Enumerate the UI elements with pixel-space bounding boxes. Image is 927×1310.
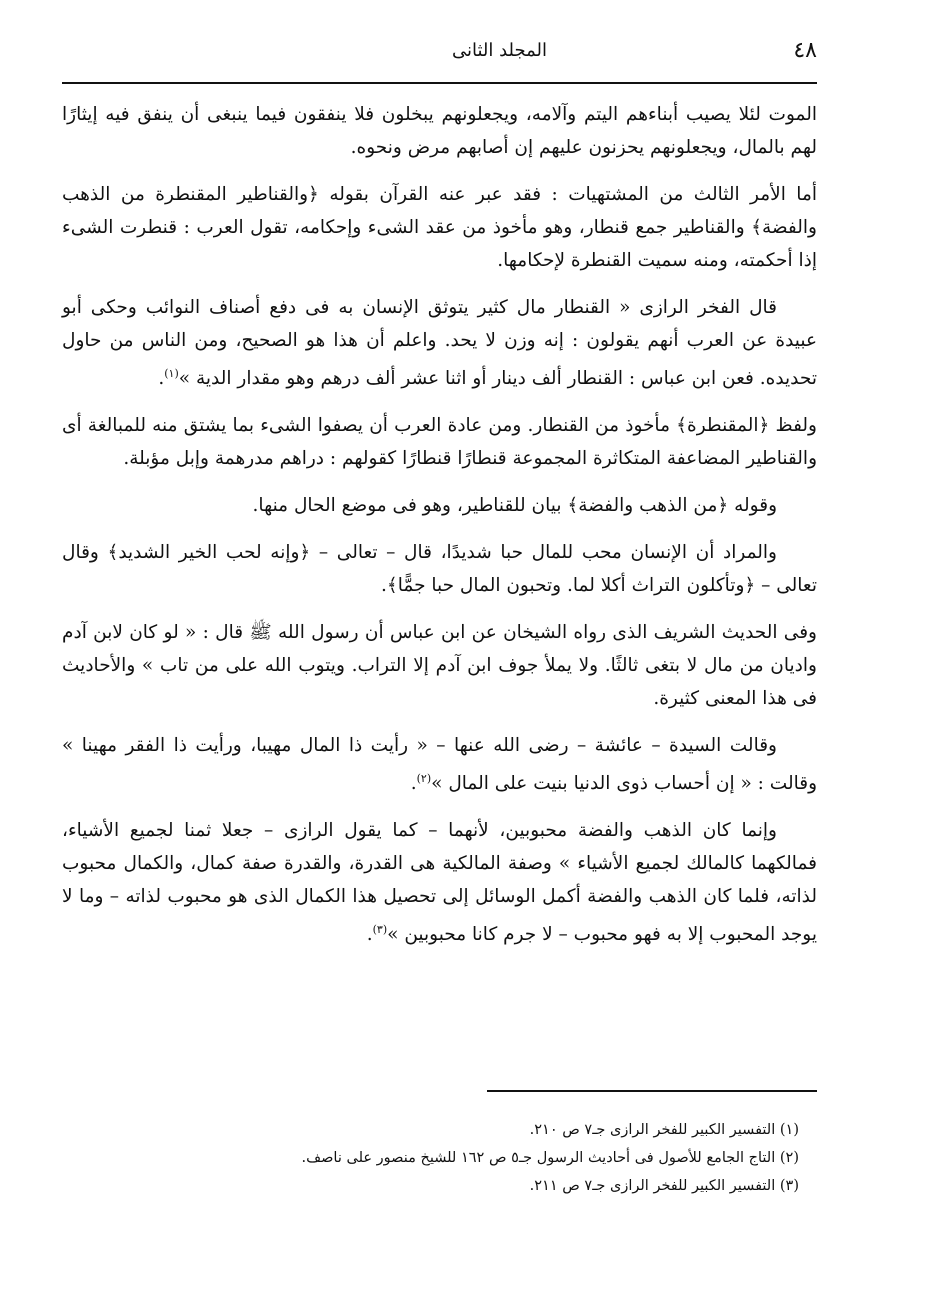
- paragraph-text: وقالت السيدة – عائشة – رضى الله عنها – « رأيت ذا المال مهيبا، ورأيت ذا الفقر مهينا » وقالت : « إن أحساب ذوى الدنيا بنيت على المال »: [62, 735, 817, 795]
- paragraph-text: وقوله ﴿من الذهب والفضة﴾ بيان للقناطير، وهو فى موضع الحال منها.: [252, 495, 777, 517]
- footnote-mark: (٢): [416, 772, 432, 786]
- paragraph-text: ولفظ ﴿المقنطرة﴾ مأخوذ من القنطار. ومن عادة العرب أن يصفوا الشىء بما يشتق منه للمبالغة أى والقناطير المضاعفة المتكاثرة المجموعة قنطارًا قنطارًا كقولهم : دراهم مدرهمة وإبل مؤبلة.: [62, 415, 817, 470]
- paragraph: قال الفخر الرازى « القنطار مال كثير يتوثق الإنسان به فى دفع أصناف النوائب وحكى أبو عبيدة عن العرب أنهم يقولون : إنه وزن لا يحد. واعلم أن هذا هو الصحيح، ومن الناس من حاول تحديده. فعن ابن عباس : القنطار ألف دينار أو اثنا عشر ألف درهم وهو مقدار الدية »$^{(١)}$.: [62, 297, 817, 390]
- footnotes: [62, 1116, 799, 1200]
- running-title: المجلد الثانى: [451, 40, 548, 61]
- footnote: (٢) التاج الجامع للأصول فى أحاديث الرسول جـ٥ ص ١٦٢ للشيخ منصور على ناصف.: [301, 1150, 799, 1166]
- paragraph-text: وإنما كان الذهب والفضة محبوبين، لأنهما – كما يقول الرازى – جعلا ثمنا لجميع الأشياء، فمالكهما كالمالك لجميع الأشياء » وصفة المالكية هى القدرة، والقدرة صفة كمال، والكمال محبوب لذاته، فلما كان الذهب والفضة أكمل الوسائل إلى تحصيل هذا الكمال الذى هو محبوب لذاته – وما لا يوجد المحبوب إلا به فهو محبوب – لا جرم كانا محبوبين »: [62, 820, 817, 946]
- paragraph: [62, 536, 817, 602]
- paragraph-text: أما الأمر الثالث من المشتهيات : فقد عبر عنه القرآن بقوله ﴿والقناطير المقنطرة من الذهب والفضة﴾ والقناطير جمع قنطار، وهو مأخوذ من عقد الشىء وإحكامه، تقول العرب : قنطرت الشىء إذا أحكمته، ومنه سميت القنطرة لإحكامها.: [62, 184, 817, 271]
- paragraph-text: وفى الحديث الشريف الذى رواه الشيخان عن ابن عباس أن رسول الله ﷺ قال : « لو كان لابن آدم واديان من مال لا بتغى ثالثًا. ولا يملأ جوف ابن آدم إلا التراب. ويتوب الله على من تاب » والأحاديث فى هذا المعنى كثيرة.: [62, 622, 817, 710]
- paragraph-text: قال الفخر الرازى « القنطار مال كثير يتوثق الإنسان به فى دفع أصناف النوائب وحكى أبو عبيدة عن العرب أنهم يقولون : إنه وزن لا يحد. واعلم أن هذا هو الصحيح، ومن الناس من حاول تحديده. فعن ابن عباس : القنطار ألف دينار أو اثنا عشر ألف درهم وهو مقدار الدية »: [62, 297, 817, 390]
- paragraph-text: والمراد أن الإنسان محب للمال حبا شديدًا، قال – تعالى – ﴿وإنه لحب الخير الشديد﴾ وقال تعالى – ﴿وتأكلون التراث أكلا لما. وتحبون المال حبا جمًّا﴾.: [62, 542, 817, 597]
- paragraph: وقالت السيدة – عائشة – رضى الله عنها – « رأيت ذا المال مهيبا، ورأيت ذا الفقر مهينا » وقالت : « إن أحساب ذوى الدنيا بنيت على المال »$^{(٢)}$.: [62, 735, 817, 795]
- paragraph: وإنما كان الذهب والفضة محبوبين، لأنهما – كما يقول الرازى – جعلا ثمنا لجميع الأشياء، فمالكهما كالمالك لجميع الأشياء » وصفة المالكية هى القدرة، والقدرة صفة كمال، والكمال محبوب لذاته، فلما كان الذهب والفضة أكمل الوسائل إلى تحصيل هذا الكمال الذى هو محبوب لذاته – وما لا يوجد المحبوب إلا به فهو محبوب – لا جرم كانا محبوبين »$^{(٣)}$.: [62, 820, 817, 946]
- header-divider: [62, 82, 817, 84]
- page-header: [62, 38, 817, 74]
- paragraph: [62, 616, 817, 715]
- footnote-divider: [487, 1090, 817, 1092]
- page-number: ٤٨: [793, 38, 817, 63]
- paragraph-text: الموت لئلا يصيب أبناءهم اليتم وآلامه، ويجعلونهم يبخلون فلا ينفقون فيما ينبغى أن ينفق فيه إيثارًا لهم بالمال، ويجعلونهم يحزنون عليهم إن أصابهم مرض ونحوه.: [62, 104, 817, 158]
- paragraph: [62, 409, 817, 475]
- footnote-mark: (١): [164, 367, 179, 380]
- paragraph: [62, 98, 817, 164]
- paragraph: [62, 178, 817, 277]
- main-text: [62, 98, 817, 965]
- paragraph: [62, 489, 817, 522]
- footnote: (١) التفسير الكبير للفخر الرازى جـ٧ ص ٢١٠.: [529, 1122, 799, 1138]
- footnote-mark: (٣): [372, 923, 388, 937]
- footnote: (٣) التفسير الكبير للفخر الرازى جـ٧ ص ٢١١.: [529, 1178, 799, 1194]
